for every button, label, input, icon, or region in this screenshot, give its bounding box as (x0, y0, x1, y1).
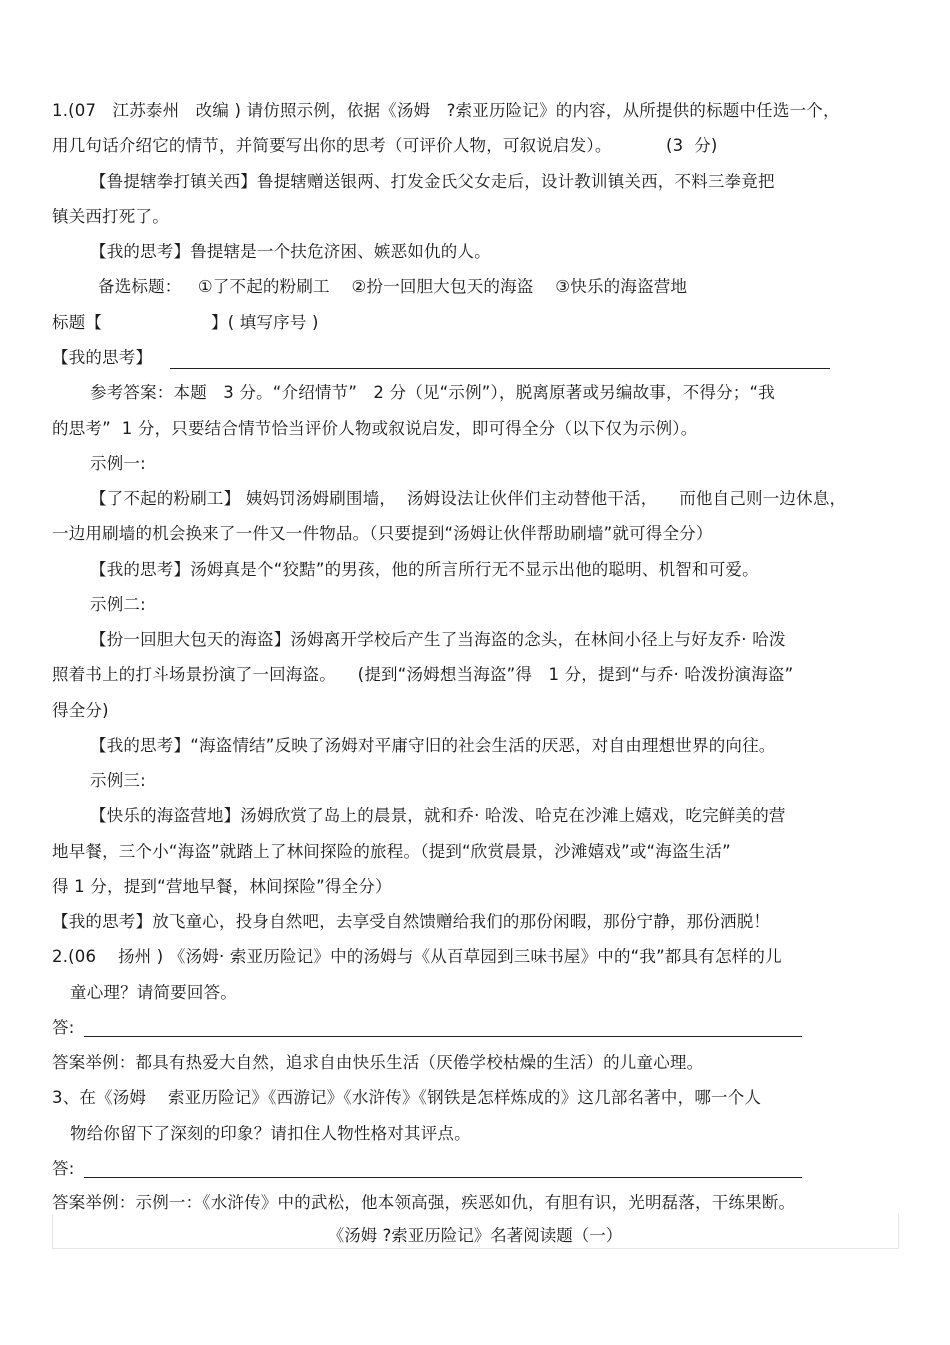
q2-prompt-line1: 2.(06 扬州 ) 《汤姆· 索亚历险记》中的汤姆与《从百草园到三味书屋》中的“我”都具有怎样的儿 (52, 947, 782, 966)
q3-answer-label: 答: (52, 1159, 75, 1178)
sample1-line2: 一边用刷墙的机会换来了一件又一件物品。（只要提到“汤姆让伙伴帮助刷墙”就可得全分） (52, 524, 713, 543)
q1-options: 备选标题： ①了不起的粉刷工 ②扮一回胆大包天的海盗 ③快乐的海盗营地 (98, 277, 688, 296)
q1-answer-line1: 参考答案：本题 3 分。“介绍情节” 2 分（见“示例”），脱离原著或另编故事，不得分；“我 (90, 383, 775, 402)
q2-prompt-line2: 童心理？请简要回答。 (70, 983, 237, 1002)
q1-answer-line2: 的思考” 1 分，只要结合情节恰当评价人物或叙说启发，即可得全分（以下仅为示例）。 (52, 419, 698, 438)
q1-my-thinking-label: 【我的思考】 (52, 348, 153, 367)
sample3-line3: 得 1 分，提到“营地早餐，林间探险”得全分） (52, 877, 392, 896)
sample2-line2: 照着书上的打斗场景扮演了一回海盗。 (提到“汤姆想当海盗”得 1 分，提到“与乔· 哈泼扮演海盗” (52, 665, 794, 684)
sample2-label: 示例二: (90, 595, 146, 614)
q2-answer-underline (84, 1036, 802, 1037)
q3-answer-underline (84, 1177, 802, 1178)
sample2-line1: 【扮一回胆大包天的海盗】汤姆离开学校后产生了当海盗的念头，在林间小径上与好友乔· 哈泼 (90, 630, 786, 649)
q2-answer-label: 答: (52, 1018, 75, 1037)
sample1-line1: 【了不起的粉刷工】 姨妈罚汤姆刷围墙， 汤姆设法让伙伴们主动替他干活， 而他自己则一边休息， (90, 489, 847, 508)
q1-prompt-line2: 用几句话介绍它的情节，并简要写出你的思考（可评价人物，可叙说启发）。 (3 分) (52, 136, 718, 155)
footer-title: 《汤姆 ?索亚历险记》名著阅读题（一） (327, 1226, 623, 1245)
q3-answer-example: 答案举例：示例一：《水浒传》中的武松，他本领高强，疾恶如仇，有胆有识，光明磊落，干练果断。 (52, 1193, 796, 1212)
sample3-label: 示例三: (90, 771, 146, 790)
q3-prompt-line2: 物给你留下了深刻的印象？请扣住人物性格对其评点。 (70, 1124, 471, 1143)
sample3-line2: 地早餐，三个小“海盗”就踏上了林间探险的旅程。（提到“欣赏晨景，沙滩嬉戏”或“海盗生活” (52, 842, 731, 861)
q1-prompt-line1: 1.(07 江苏泰州 改编 ) 请仿照示例，依据《汤姆 ?索亚历险记》的内容，从所提供的标题中任选一个， (52, 101, 840, 120)
q1-example-thinking: 【我的思考】鲁提辖是一个扶危济困、嫉恶如仇的人。 (90, 242, 491, 261)
q1-answer-underline (170, 368, 830, 369)
sample3-line1: 【快乐的海盗营地】汤姆欣赏了岛上的晨景，就和乔· 哈泼、哈克在沙滩上嬉戏，吃完鲜美的营 (90, 806, 786, 825)
sample1-thinking: 【我的思考】汤姆真是个“狡黠”的男孩，他的所言所行无不显示出他的聪明、机智和可爱。 (90, 560, 759, 579)
sample2-thinking: 【我的思考】“海盗情结”反映了汤姆对平庸守旧的社会生活的厌恶，对自由理想世界的向往。 (90, 736, 776, 755)
q1-example-line1: 【鲁提辖拳打镇关西】鲁提辖赠送银两、打发金氏父女走后，设计教训镇关西，不料三拳竟把 (90, 172, 775, 191)
q2-answer-example: 答案举例：都具有热爱大自然，追求自由快乐生活（厌倦学校枯燥的生活）的儿童心理。 (52, 1053, 704, 1072)
sample2-line3: 得全分) (52, 701, 109, 720)
q1-title-blank: 标题【 】( 填写序号 ) (52, 313, 319, 332)
q3-prompt-line1: 3、在《汤姆 索亚历险记》《西游记》《水浒传》《钢铁是怎样炼成的》这几部名著中，哪一个人 (52, 1088, 762, 1107)
sample1-label: 示例一: (90, 454, 146, 473)
sample3-thinking: 【我的思考】放飞童心，投身自然吧，去享受自然馈赠给我们的那份闲暇，那份宁静，那份洒脱！ (52, 912, 771, 931)
q1-example-line2: 镇关西打死了。 (52, 207, 169, 226)
